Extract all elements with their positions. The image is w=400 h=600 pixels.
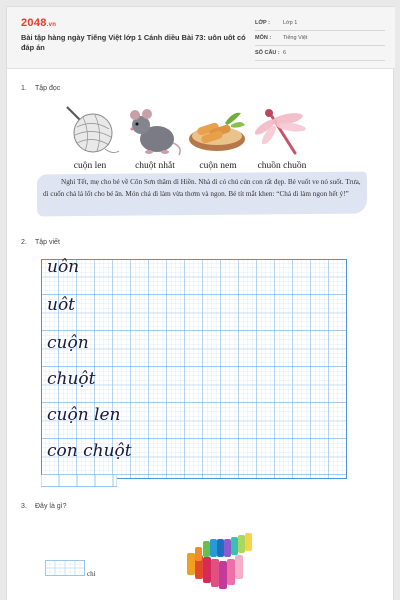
meta-key: SỐ CÂU : <box>255 50 280 56</box>
page-header <box>7 7 395 69</box>
caption-word: chuồn chuồn <box>257 161 307 171</box>
answer-suffix: chỉ <box>87 570 96 578</box>
writing-word: chuột <box>47 369 96 389</box>
meta-key: MÔN : <box>255 35 272 41</box>
writing-word: con chuột <box>47 441 132 461</box>
spring-roll-icon <box>187 105 247 157</box>
mouse-icon <box>125 105 185 157</box>
writing-word: uôt <box>47 295 76 315</box>
writing-word: cuộn len <box>47 405 121 425</box>
meta-value: 6 <box>283 50 287 56</box>
section-title: Tập đọc <box>35 85 61 92</box>
logo-suffix: .vn <box>46 22 57 28</box>
reading-passage: Nghỉ Tết, mẹ cho bé về Côn Sơn thăm dì Hiền. Nhà dì có chú cún con rất đẹp. Bé vuốt ve nó suốt. Trưa, dì cuốn chả lá lốt cho bé ăn. Món chả dì làm vừa thơm và ngon. Bé tít mắt khen: “Chả dì làm ngon hết ý!” <box>43 178 361 198</box>
dragonfly-icon <box>255 105 315 157</box>
section-heading <box>21 239 60 246</box>
thread-spools-icon <box>179 529 257 591</box>
meta-value: Lớp 1 <box>283 20 298 26</box>
logo-text: 2048 <box>21 17 47 29</box>
meta-value: Tiếng Việt <box>283 35 308 41</box>
section-heading <box>21 85 60 92</box>
caption-word: cuộn len <box>73 161 107 171</box>
section-title: Đây là gì? <box>35 503 67 510</box>
section-title: Tập viết <box>35 239 60 246</box>
writing-word: uôn <box>47 257 80 277</box>
answer-blank-grid[interactable] <box>45 560 85 576</box>
caption-word: cuộn nem <box>199 161 237 171</box>
meta-row-count <box>255 47 385 61</box>
yarn-ball-icon <box>61 105 121 157</box>
section-heading <box>21 503 67 510</box>
caption-word: chuột nhắt <box>135 161 175 171</box>
site-logo[interactable] <box>21 17 56 29</box>
section-number: 3. <box>21 503 27 510</box>
meta-key: LỚP : <box>255 20 270 26</box>
meta-row-subject <box>255 32 385 46</box>
worksheet-page <box>6 6 394 600</box>
writing-word: cuộn <box>47 333 89 353</box>
meta-row-grade <box>255 17 385 31</box>
worksheet-title: Bài tập hàng ngày Tiếng Việt lớp 1 Cánh diều Bài 73: uôn uôt có đáp án <box>21 33 246 52</box>
section-number: 1. <box>21 85 27 92</box>
section-number: 2. <box>21 239 27 246</box>
handwriting-grid-tail <box>41 475 117 487</box>
